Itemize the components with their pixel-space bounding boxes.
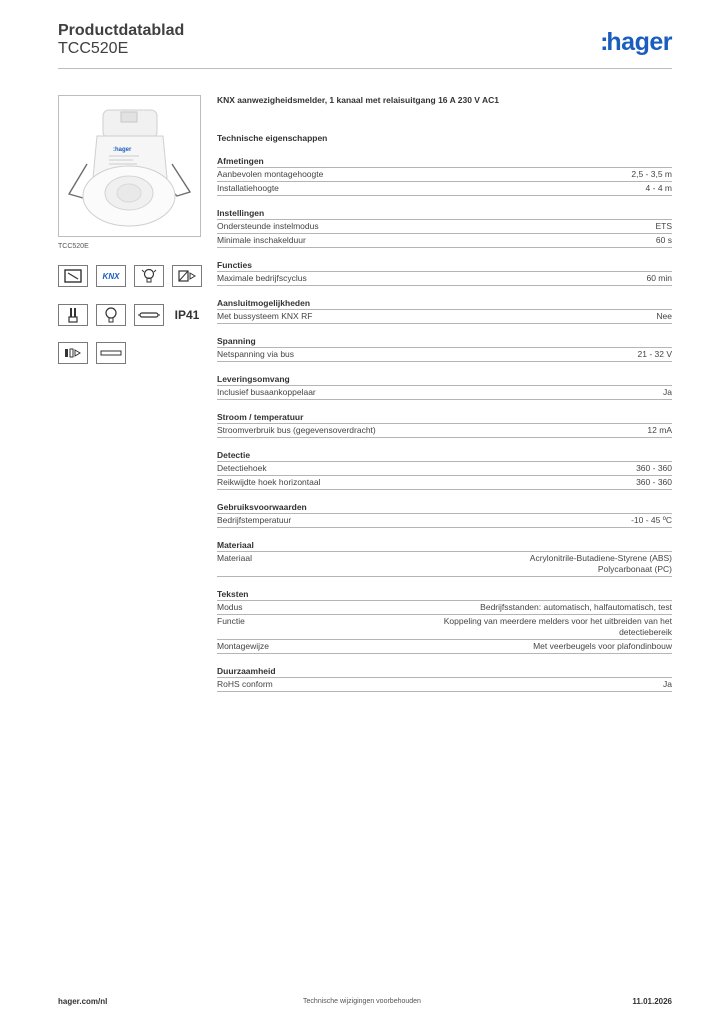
product-image [58, 95, 201, 237]
spec-value-line: ETS [655, 221, 672, 231]
spec-row [217, 310, 672, 324]
spec-group [217, 538, 672, 577]
spec-label: Montagewijze [217, 641, 269, 651]
knx-logo-icon: KNX [96, 265, 126, 287]
spec-label: RoHS conform [217, 679, 273, 689]
spec-group-title: Afmetingen [217, 154, 672, 168]
spec-value-line: 21 - 32 V [637, 349, 672, 359]
spec-group-title: Gebruiksvoorwaarden [217, 500, 672, 514]
spec-row [217, 678, 672, 692]
spec-label: Inclusief busaankoppelaar [217, 387, 316, 397]
lamp-detector-icon [172, 265, 202, 287]
spec-row [217, 168, 672, 182]
spec-value-line: -10 - 45 ºC [631, 515, 672, 525]
tube-lamp-icon [134, 304, 164, 326]
spec-value-line: detectiebereik [619, 627, 672, 637]
spec-row [217, 424, 672, 438]
spec-group-title: Instellingen [217, 206, 672, 220]
header-divider [58, 68, 672, 69]
spec-row [217, 476, 672, 490]
spec-group-title: Functies [217, 258, 672, 272]
spec-row [217, 615, 672, 640]
spec-label: Minimale inschakelduur [217, 235, 306, 245]
spec-group-title: Duurzaamheid [217, 664, 672, 678]
spec-value [444, 616, 672, 638]
spec-group [217, 664, 672, 692]
spec-value-line: Ja [663, 387, 672, 397]
spec-row [217, 234, 672, 248]
spec-row [217, 386, 672, 400]
hager-logo: :hager [600, 28, 672, 56]
spec-group [217, 258, 672, 286]
spec-label: Ondersteunde instelmodus [217, 221, 319, 231]
spec-value [646, 183, 672, 194]
surface-mount-icon [58, 265, 88, 287]
spec-value [655, 221, 672, 232]
spec-value [638, 349, 673, 360]
section-heading: Technische eigenschappen [217, 133, 328, 143]
spec-value [636, 463, 672, 474]
spec-value-line: 60 min [646, 273, 672, 283]
spec-label: Netspanning via bus [217, 349, 295, 359]
spec-row [217, 601, 672, 615]
spec-row [217, 640, 672, 654]
spec-row [217, 462, 672, 476]
spec-group-title: Leveringsomvang [217, 372, 672, 386]
led-strip-icon [96, 342, 126, 364]
spec-value [533, 641, 672, 652]
spec-value-line: 360 - 360 [636, 463, 672, 473]
lamp-presence-icon [134, 265, 164, 287]
spec-value-line: Polycarbonaat (PC) [597, 564, 672, 574]
spec-label: Detectiehoek [217, 463, 267, 473]
spec-row [217, 182, 672, 196]
spec-value [663, 387, 672, 398]
spec-label: Bedrijfstemperatuur [217, 515, 292, 525]
spec-value-line: Bedrijfsstanden: automatisch, halfautomatisch, test [480, 602, 672, 612]
spec-label: Materiaal [217, 553, 252, 563]
spec-label: Functie [217, 616, 245, 626]
product-code: TCC520E [58, 40, 129, 57]
spec-value-line: Nee [656, 311, 672, 321]
spec-group [217, 500, 672, 528]
spec-value-line: 12 mA [647, 425, 672, 435]
spec-group-title: Aansluitmogelijkheden [217, 296, 672, 310]
spec-value-line: 2,5 - 3,5 m [631, 169, 672, 179]
fluorescent-lamp-icon [58, 304, 88, 326]
spec-group-title: Materiaal [217, 538, 672, 552]
footer-date: 11.01.2026 [632, 997, 672, 1006]
spec-label: Aanbevolen montagehoogte [217, 169, 324, 179]
spec-groups [217, 154, 672, 702]
spec-value [647, 425, 672, 436]
spec-row [217, 348, 672, 362]
document-title: Productdatablad [58, 22, 185, 39]
spec-value-line: Koppeling van meerdere melders voor het uitbreiden van het [443, 616, 672, 626]
spec-value-line: 4 - 4 m [645, 183, 672, 193]
spec-label: Installatiehoogte [217, 183, 279, 193]
product-description: KNX aanwezigheidsmelder, 1 kanaal met relaisuitgang 16 A 230 V AC1 [217, 95, 500, 105]
spec-value-line: Acrylonitrile-Butadiene-Styrene (ABS) [529, 553, 672, 563]
spec-group [217, 334, 672, 362]
spec-value [656, 311, 672, 322]
spec-group-title: Stroom / temperatuur [217, 410, 672, 424]
spec-value-line: Ja [663, 679, 672, 689]
svg-text::hager: :hager [113, 147, 132, 153]
spec-value [631, 169, 672, 180]
spec-group [217, 206, 672, 248]
spec-value [530, 553, 672, 575]
spec-row [217, 272, 672, 286]
spec-group [217, 296, 672, 324]
spec-group-title: Teksten [217, 587, 672, 601]
spec-label: Met bussysteem KNX RF [217, 311, 313, 321]
spec-group [217, 410, 672, 438]
spec-value [646, 273, 672, 284]
relay-output-icon [58, 342, 88, 364]
spec-value [656, 235, 672, 246]
spec-value-line: Met veerbeugels voor plafondinbouw [533, 641, 672, 651]
spec-value [663, 679, 672, 690]
spec-group [217, 154, 672, 196]
footer-website[interactable]: hager.com/nl [58, 997, 108, 1006]
spec-label: Stroomverbruik bus (gegevensoverdracht) [217, 425, 376, 435]
spec-group [217, 372, 672, 400]
spec-label: Modus [217, 602, 243, 612]
ip-rating-icon: IP41 [172, 304, 202, 326]
spec-value [636, 477, 672, 488]
spec-value-line: 60 s [655, 235, 672, 245]
spec-value-line: 360 - 360 [636, 477, 672, 487]
light-bulb-icon [96, 304, 126, 326]
image-caption: TCC520E [58, 243, 89, 250]
spec-label: Reikwijdte hoek horizontaal [217, 477, 321, 487]
spec-value [631, 515, 672, 526]
specifications-column [217, 95, 672, 702]
spec-group [217, 587, 672, 654]
spec-row [217, 552, 672, 577]
spec-row [217, 220, 672, 234]
spec-row [217, 514, 672, 528]
spec-label: Maximale bedrijfscyclus [217, 273, 307, 283]
spec-value [480, 602, 672, 613]
spec-group [217, 448, 672, 490]
spec-group-title: Spanning [217, 334, 672, 348]
footer-disclaimer: Technische wijzigingen voorbehouden [303, 998, 421, 1005]
spec-group-title: Detectie [217, 448, 672, 462]
